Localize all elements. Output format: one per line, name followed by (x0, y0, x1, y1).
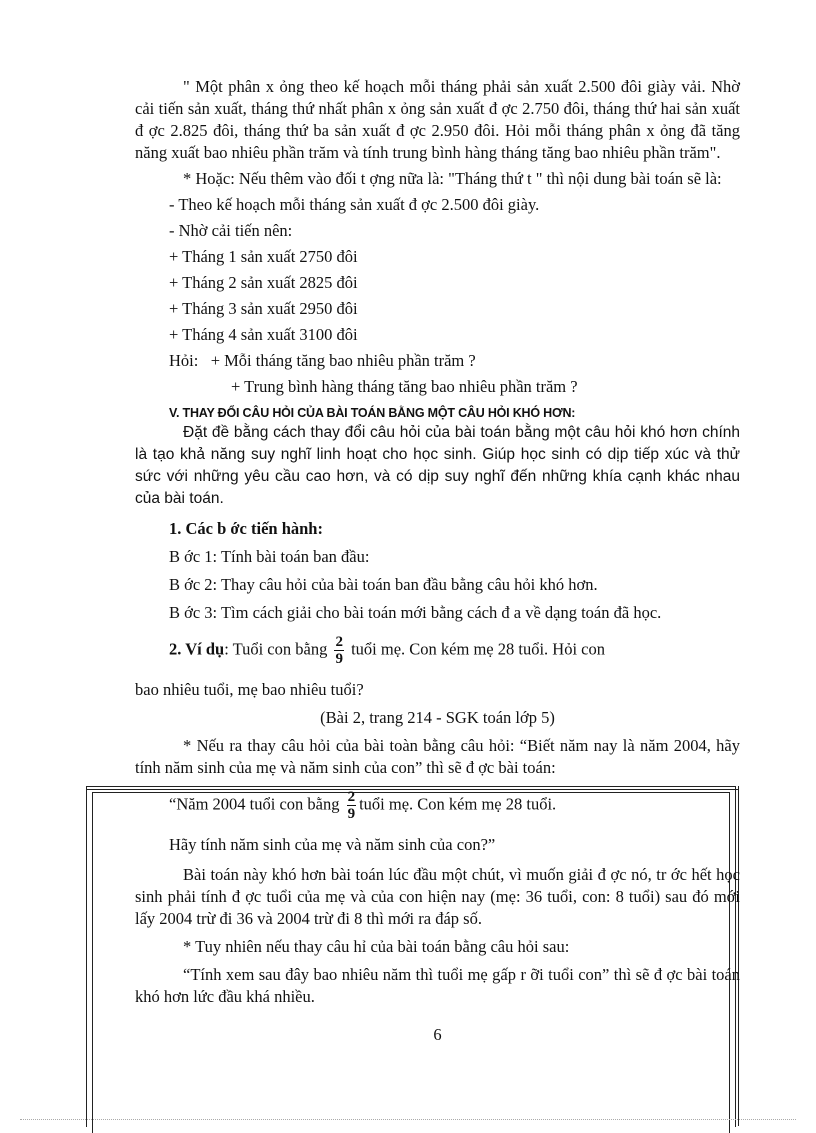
section-heading-v: V. THAY ĐỔI CÂU HỎI CỦA BÀI TOÁN BẰNG MỘT CÂU HỎI KHÓ HƠN: (169, 406, 576, 420)
list-item: - Nhờ cải tiến nên: (169, 221, 293, 240)
fraction-numerator: 2 (347, 789, 356, 805)
heading-steps: 1. Các b ớc tiến hành: (169, 519, 323, 538)
fraction (347, 789, 357, 822)
fraction-denominator: 9 (347, 806, 356, 822)
list-item: + Tháng 3 sản xuất 2950 đôi (169, 299, 358, 318)
question-line-1: Hỏi: + Mỗi tháng tăng bao nhiêu phần trăm ? (169, 351, 476, 370)
example-text-before: : Tuổi con bằng (224, 639, 328, 659)
list-item: + Tháng 4 sản xuất 3100 đôi (169, 325, 358, 344)
step-item: B ớc 3: Tìm cách giải cho bài toán mới bằng cách đ a về dạng toán đã học. (169, 603, 662, 622)
question-line-2: + Trung bình hàng tháng tăng bao nhiêu phần trăm ? (231, 377, 578, 396)
quote-text-after: tuổi mẹ. Con kém mẹ 28 tuổi. (359, 794, 557, 814)
quote-line (135, 789, 740, 822)
quote-question: Hãy tính năm sinh của mẹ và năm sinh của con?” (169, 835, 496, 854)
list-item: - Theo kế hoạch mỗi tháng sản xuất đ ợc 2.500 đôi giày. (169, 195, 540, 214)
plan-list (135, 194, 740, 346)
paragraph-explanation: Bài toán này khó hơn bài toán lúc đầu một chút, vì muốn giải đ ợc nó, tr ớc hết học sinh phải tính đ ợc tuổi của mẹ và của con hiện nay (mẹ: 36 tuổi, con: 8 tuổi) sau đó mới lấy 2004 trừ đi 36 và 2004 trừ đi 8 thì mới ra đáp số. (135, 865, 740, 928)
example-label: 2. Ví dụ (169, 639, 225, 659)
paragraph-harder: “Tính xem sau đây bao nhiêu năm thì tuổi mẹ gấp r ỡi tuổi con” thì sẽ đ ợc bài toán khó hơn lức đầu khá nhiều. (135, 965, 740, 1006)
paragraph-however: * Tuy nhiên nếu thay câu hỉ của bài toán bằng câu hỏi sau: (183, 937, 570, 956)
fraction (334, 634, 344, 667)
paragraph-problem: " Một phân x ỏng theo kế hoạch mỗi tháng phải sản xuất 2.500 đôi giày vải. Nhờ cải tiến sản xuất, tháng thứ nhất phân x ỏng sản xuất đ ợc 2.750 đôi, tháng thứ hai sản xuất đ ợc 2.825 đôi, tháng thứ ba sản xuất đ ợc 2.950 đôi. Hỏi mỗi tháng phân x ỏng đã tăng năng xuất bao nhiêu phần trăm và tính trung bình hàng tháng tăng bao nhiêu phần trăm". (135, 77, 740, 162)
step-item: B ớc 2: Thay câu hỏi của bài toán ban đầu bằng câu hỏi khó hơn. (169, 575, 598, 594)
quote-text-before: “Năm 2004 tuổi con bằng (169, 794, 340, 814)
list-item: + Tháng 1 sản xuất 2750 đôi (169, 247, 358, 266)
step-item: B ớc 1: Tính bài toán ban đầu: (169, 547, 370, 566)
example-continuation: bao nhiêu tuổi, mẹ bao nhiêu tuổi? (135, 680, 364, 699)
fraction-denominator: 9 (335, 651, 343, 667)
example-line (135, 634, 740, 667)
page-number: 6 (433, 1025, 442, 1044)
example-text-after: tuổi mẹ. Con kém mẹ 28 tuổi. Hỏi con (351, 639, 605, 659)
paragraph-new-question: * Nếu ra thay câu hỏi của bài toàn bằng câu hỏi: “Biết năm nay là năm 2004, hãy tính năm sinh của mẹ và năm sinh của con” thì sẽ đ ợc bài toán: (135, 736, 740, 777)
paragraph-section-v: Đặt đề bằng cách thay đổi câu hỏi của bài toán bằng một câu hỏi khó hơn chính là tạo khả năng suy nghĩ linh hoạt cho học sinh. Giúp học sinh có dịp tiếp xúc và thử sức với những yêu cầu cao hơn, và có dịp suy nghĩ đến những khía cạnh khác nhau của bài toán. (135, 424, 740, 507)
list-item: + Tháng 2 sản xuất 2825 đôi (169, 273, 358, 292)
fraction-numerator: 2 (335, 634, 343, 650)
paragraph-alternative: * Hoặc: Nếu thêm vào đối t ợng nữa là: "Tháng thứ t " thì nội dung bài toán sẽ là: (183, 169, 722, 188)
document-body (135, 76, 740, 1046)
page-bottom-guide (20, 1119, 796, 1120)
reference-citation: (Bài 2, trang 214 - SGK toán lớp 5) (320, 708, 555, 727)
